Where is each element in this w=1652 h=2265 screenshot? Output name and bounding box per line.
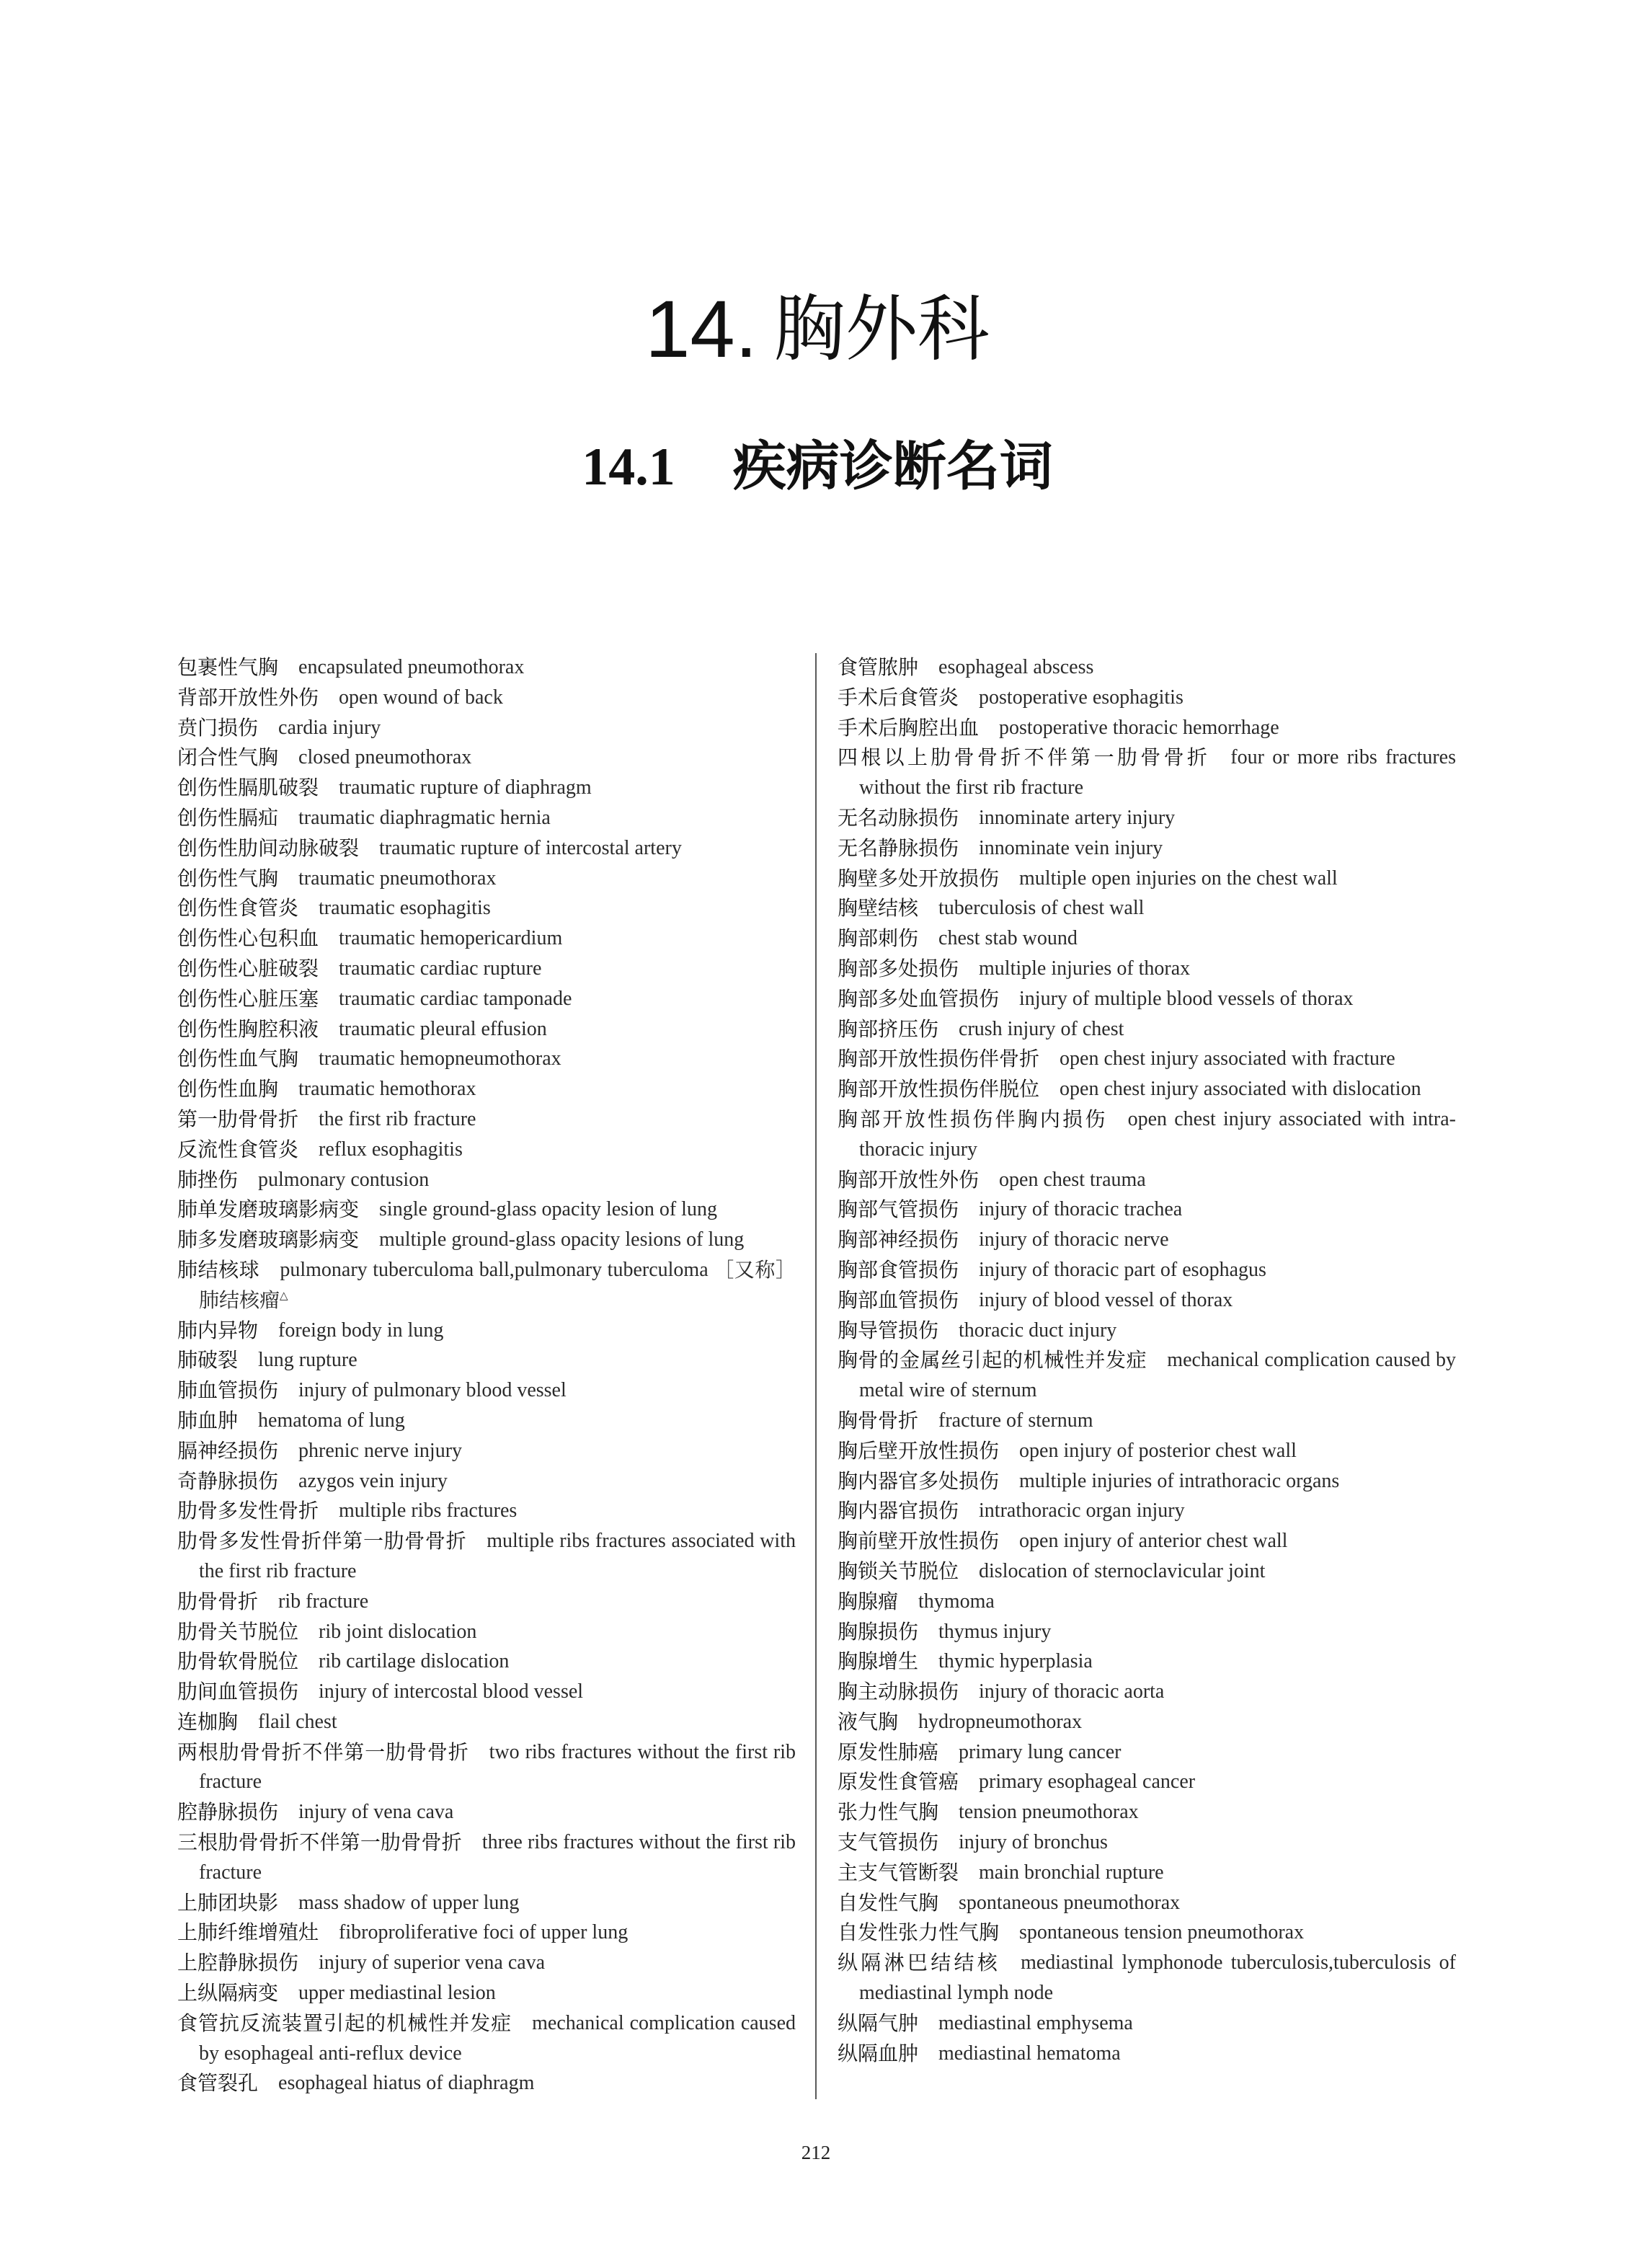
glossary-entry [838, 1466, 1456, 1497]
term-chinese: 创伤性心脏压塞 [177, 986, 319, 1011]
term-english: cardia injury [278, 716, 381, 739]
term-chinese: 创伤性食管炎 [177, 896, 299, 921]
term-chinese: 胸内器官多处损伤 [838, 1468, 1000, 1493]
page-number: 212 [801, 2142, 831, 2163]
term-chinese: 胸部血管损伤 [838, 1287, 959, 1312]
glossary-entry [838, 1556, 1456, 1587]
term-chinese: 两根肋骨骨折不伴第一肋骨骨折 [177, 1739, 469, 1764]
term-english: three ribs fractures without the first rib fracture [199, 1831, 796, 1884]
term-english: multiple ribs fractures associated with the first rib fracture [199, 1530, 796, 1582]
glossary-entry [177, 1888, 796, 1918]
term-english: spontaneous pneumothorax [959, 1891, 1181, 1914]
term-chinese: 液气胸 [838, 1709, 899, 1734]
section-heading [177, 435, 1457, 500]
term-chinese: 上纵隔病变 [177, 1981, 279, 2005]
term-english: traumatic esophagitis [319, 897, 491, 920]
term-chinese: 肺血肿 [177, 1408, 239, 1432]
term-chinese: 纵隔气肿 [838, 2011, 919, 2035]
term-english: multiple ground-glass opacity lesions of lung [379, 1228, 745, 1251]
glossary-entry [838, 1587, 1456, 1617]
term-english: open chest trauma [999, 1168, 1146, 1191]
glossary-entry [177, 1135, 796, 1165]
glossary-entry [177, 1436, 796, 1466]
glossary-entry [838, 1074, 1456, 1104]
term-chinese: 张力性气胸 [838, 1800, 939, 1825]
term-english: multiple injuries of thorax [979, 957, 1191, 980]
term-english: injury of bronchus [959, 1831, 1108, 1854]
term-english: traumatic rupture of intercostal artery [379, 836, 682, 859]
term-chinese: 胸部开放性外伤 [838, 1167, 980, 1192]
glossary-entry [838, 1436, 1456, 1466]
term-chinese: 上腔静脉损伤 [177, 1951, 299, 1975]
term-english: open injury of anterior chest wall [1019, 1530, 1288, 1553]
term-chinese: 主支气管断裂 [838, 1860, 959, 1884]
term-english: pulmonary contusion [258, 1168, 430, 1191]
glossary-entry [177, 1737, 796, 1798]
glossary-entry [838, 1316, 1456, 1346]
glossary-entry [838, 864, 1456, 894]
term-english: closed pneumothorax [298, 746, 472, 769]
term-chinese: 上肺纤维增殖灶 [177, 1920, 319, 1945]
term-english: reflux esophagitis [319, 1138, 463, 1161]
term-english: thymus injury [938, 1620, 1052, 1643]
term-chinese: 胸锁关节脱位 [838, 1559, 959, 1583]
term-english: injury of thoracic nerve [979, 1228, 1169, 1251]
glossary-entry [838, 1677, 1456, 1707]
glossary-entry [838, 2008, 1456, 2039]
term-english: mediastinal emphysema [938, 2011, 1133, 2034]
term-chinese: 食管脓肿 [838, 655, 919, 679]
term-english: rib fracture [278, 1590, 369, 1613]
glossary-entry [838, 893, 1456, 923]
glossary-entry [838, 1888, 1456, 1918]
glossary-entry [177, 1316, 796, 1346]
term-english: tension pneumothorax [959, 1801, 1139, 1824]
term-chinese: 食管抗反流装置引起的机械性并发症 [177, 2011, 512, 2035]
term-english: phrenic nerve injury [298, 1439, 463, 1462]
term-chinese: 肋间血管损伤 [177, 1680, 299, 1704]
glossary-entry [177, 1165, 796, 1195]
term-chinese: 胸腺增生 [838, 1649, 919, 1674]
term-chinese: 肋骨软骨脱位 [177, 1649, 299, 1674]
term-chinese: 胸后壁开放性损伤 [838, 1438, 1000, 1463]
term-english: mediastinal hematoma [938, 2042, 1121, 2065]
glossary-entry [838, 2039, 1456, 2069]
term-chinese: 肺单发磨玻璃影病变 [177, 1197, 360, 1222]
term-chinese: 肺破裂 [177, 1348, 239, 1373]
term-english: fibroproliferative foci of upper lung [339, 1921, 629, 1944]
term-english: lung rupture [258, 1349, 358, 1372]
term-chinese: 胸部刺伤 [838, 926, 919, 951]
term-chinese: 自发性张力性气胸 [838, 1920, 1000, 1945]
glossary-entry [838, 984, 1456, 1014]
glossary-entry [177, 1978, 796, 2008]
chapter-number: 14. [645, 284, 758, 374]
section-number: 14.1 [582, 438, 675, 497]
term-chinese: 创伤性膈疝 [177, 805, 279, 830]
glossary-entry [177, 1044, 796, 1074]
term-english: crush injury of chest [959, 1017, 1124, 1040]
term-chinese: 四根以上肋骨骨折不伴第一肋骨骨折 [838, 745, 1211, 770]
term-english: traumatic hemothorax [298, 1078, 476, 1101]
term-chinese: 肺内异物 [177, 1318, 259, 1342]
glossary-entry [177, 743, 796, 773]
glossary-entry [838, 923, 1456, 954]
glossary-entry [177, 864, 796, 894]
term-english: injury of thoracic part of esophagus [979, 1258, 1266, 1281]
glossary-entry [838, 1948, 1456, 2008]
term-english: chest stab wound [938, 927, 1078, 950]
term-chinese: 肺结核球 [177, 1257, 260, 1282]
term-chinese: 创伤性心包积血 [177, 926, 319, 951]
term-chinese: 胸壁结核 [838, 896, 919, 921]
term-english: dislocation of sternoclavicular joint [979, 1559, 1266, 1582]
term-english: the first rib fracture [319, 1107, 476, 1130]
term-english: upper mediastinal lesion [298, 1982, 496, 2005]
term-chinese: 胸腺损伤 [838, 1619, 919, 1644]
term-english: mechanical complication caused by esophageal anti-reflux device [199, 2011, 796, 2065]
term-chinese: 胸部开放性损伤伴骨折 [838, 1047, 1040, 1071]
glossary-entry [177, 1014, 796, 1045]
term-english: traumatic hemopneumothorax [319, 1047, 561, 1071]
glossary-entry [838, 1646, 1456, 1677]
glossary-entry [838, 1285, 1456, 1316]
term-chinese: 奇静脉损伤 [177, 1468, 279, 1493]
glossary-entry [177, 1677, 796, 1707]
glossary-entry [177, 652, 796, 683]
term-english: traumatic cardiac rupture [339, 957, 542, 980]
term-english: open chest injury associated with fracture [1060, 1047, 1395, 1071]
term-english: foreign body in lung [278, 1318, 444, 1342]
term-chinese: 胸部多处血管损伤 [838, 986, 1000, 1011]
term-english: open injury of posterior chest wall [1019, 1439, 1297, 1462]
glossary-entry [177, 2008, 796, 2069]
term-english: thymoma [918, 1590, 995, 1613]
glossary-entry [177, 773, 796, 803]
term-chinese: 创伤性膈肌破裂 [177, 776, 319, 800]
term-english: traumatic diaphragmatic hernia [298, 806, 551, 829]
term-chinese: 背部开放性外伤 [177, 685, 319, 709]
term-chinese: 创伤性血气胸 [177, 1047, 299, 1071]
glossary-entry [177, 683, 796, 713]
glossary-entry [838, 803, 1456, 833]
glossary-entry [177, 984, 796, 1014]
term-english: rib joint dislocation [319, 1620, 477, 1643]
glossary-entry [177, 833, 796, 864]
term-english: tuberculosis of chest wall [938, 897, 1145, 920]
glossary-entry [177, 1255, 796, 1316]
term-english: encapsulated pneumothorax [298, 656, 525, 678]
term-english: traumatic pneumothorax [298, 866, 497, 890]
term-chinese: 肋骨骨折 [177, 1589, 259, 1613]
term-english: esophageal hiatus of diaphragm [278, 2072, 535, 2095]
term-chinese: 三根肋骨骨折不伴第一肋骨骨折 [177, 1830, 462, 1855]
term-chinese: 胸部神经损伤 [838, 1228, 959, 1252]
glossary-entry [838, 1345, 1456, 1406]
alias-mark: △ [280, 1288, 288, 1302]
term-english: open chest injury associated with dislocation [1060, 1078, 1421, 1101]
glossary-entry [838, 1014, 1456, 1045]
term-chinese: 创伤性血胸 [177, 1077, 279, 1102]
glossary-entry [838, 1044, 1456, 1074]
glossary-entry [177, 1646, 796, 1677]
term-chinese: 腔静脉损伤 [177, 1800, 279, 1825]
term-english: injury of multiple blood vessels of thorax [1019, 987, 1354, 1010]
term-english: injury of intercostal blood vessel [319, 1680, 584, 1703]
term-chinese: 支气管损伤 [838, 1830, 939, 1855]
glossary-entry [177, 1617, 796, 1647]
left-column [177, 652, 796, 2098]
term-chinese: 胸部开放性损伤伴脱位 [838, 1077, 1040, 1102]
term-english: traumatic hemopericardium [339, 927, 563, 950]
term-english: multiple ribs fractures [339, 1499, 518, 1522]
term-chinese: 胸前壁开放性损伤 [838, 1529, 1000, 1553]
term-english: thymic hyperplasia [938, 1650, 1093, 1673]
term-chinese: 食管裂孔 [177, 2071, 259, 2096]
term-chinese: 手术后食管炎 [838, 685, 959, 709]
term-english: traumatic rupture of diaphragm [339, 776, 592, 799]
term-english: injury of pulmonary blood vessel [298, 1379, 567, 1402]
glossary-entry [177, 1948, 796, 1978]
glossary-entry [838, 1707, 1456, 1737]
term-chinese: 自发性气胸 [838, 1890, 939, 1915]
right-column [838, 652, 1456, 2068]
term-english: innominate artery injury [979, 806, 1176, 829]
glossary-entry [177, 1466, 796, 1497]
term-chinese: 胸部食管损伤 [838, 1257, 959, 1282]
glossary-entry [838, 833, 1456, 864]
term-chinese: 反流性食管炎 [177, 1137, 299, 1161]
term-chinese: 连枷胸 [177, 1709, 239, 1734]
glossary-entry [838, 1406, 1456, 1436]
glossary-entry [838, 1165, 1456, 1195]
term-chinese: 原发性食管癌 [838, 1770, 959, 1794]
term-english: esophageal abscess [938, 656, 1094, 678]
term-chinese: 无名动脉损伤 [838, 805, 959, 830]
alias-label: ［又称］ [714, 1257, 796, 1282]
term-english: traumatic cardiac tamponade [339, 987, 572, 1010]
term-chinese: 包裹性气胸 [177, 655, 279, 679]
term-chinese: 胸部多处损伤 [838, 956, 959, 980]
term-english: mediastinal lymphonode tuberculosis,tuberculosis of mediastinal lymph node [859, 1951, 1456, 2005]
term-english: azygos vein injury [298, 1469, 448, 1492]
term-chinese: 胸主动脉损伤 [838, 1680, 959, 1704]
glossary-entry [838, 1858, 1456, 1888]
term-english: injury of superior vena cava [319, 1951, 546, 1974]
term-chinese: 膈神经损伤 [177, 1438, 279, 1463]
glossary-entry [177, 1918, 796, 1948]
term-english: traumatic pleural effusion [339, 1017, 547, 1040]
term-english: hematoma of lung [258, 1409, 405, 1432]
term-chinese: 肺血管损伤 [177, 1378, 279, 1403]
term-english: single ground-glass opacity lesion of lung [379, 1198, 717, 1221]
term-english: mechanical complication caused by metal wire of sternum [859, 1349, 1456, 1402]
glossary-entry [838, 1225, 1456, 1255]
term-chinese: 纵隔淋巴结结核 [838, 1951, 1001, 1975]
glossary-entry [838, 1194, 1456, 1225]
term-english: two ribs fractures without the first rib fracture [199, 1740, 796, 1794]
term-chinese: 无名静脉损伤 [838, 835, 959, 860]
term-chinese: 胸壁多处开放损伤 [838, 866, 1000, 890]
term-english: multiple injuries of intrathoracic organs [1019, 1469, 1340, 1492]
term-chinese: 胸腺瘤 [838, 1589, 899, 1613]
term-chinese: 肋骨多发性骨折伴第一肋骨骨折 [177, 1529, 467, 1553]
term-english: injury of vena cava [298, 1801, 454, 1824]
term-chinese: 创伤性胸腔积液 [177, 1016, 319, 1041]
glossary-entry [838, 1496, 1456, 1526]
term-english: intrathoracic organ injury [979, 1499, 1185, 1522]
glossary-entry [177, 803, 796, 833]
term-chinese: 创伤性心脏破裂 [177, 956, 319, 980]
term-chinese: 胸内器官损伤 [838, 1499, 959, 1523]
alias-term-chinese: 肺结核瘤 [199, 1287, 280, 1312]
term-english: multiple open injuries on the chest wall [1019, 866, 1338, 890]
glossary-entry [177, 1526, 796, 1587]
term-chinese: 胸部开放性损伤伴胸内损伤 [838, 1107, 1108, 1131]
glossary-entry [177, 954, 796, 984]
term-chinese: 胸部气管损伤 [838, 1197, 959, 1222]
glossary-entry [838, 1737, 1456, 1768]
term-chinese: 胸部挤压伤 [838, 1016, 939, 1041]
term-english: injury of blood vessel of thorax [979, 1288, 1233, 1311]
term-english: innominate vein injury [979, 836, 1163, 859]
term-chinese: 肺挫伤 [177, 1167, 239, 1192]
term-english: rib cartilage dislocation [319, 1650, 510, 1673]
glossary-entry [838, 652, 1456, 683]
glossary-entry [177, 1496, 796, 1526]
term-chinese: 创伤性肋间动脉破裂 [177, 835, 360, 860]
term-chinese: 上肺团块影 [177, 1890, 279, 1915]
glossary-entry [177, 2068, 796, 2098]
glossary-entry [838, 1617, 1456, 1647]
glossary-entry [177, 1375, 796, 1406]
term-english: mass shadow of upper lung [298, 1891, 520, 1914]
term-english: injury of thoracic trachea [979, 1198, 1183, 1221]
term-chinese: 肺多发磨玻璃影病变 [177, 1228, 360, 1252]
term-english: injury of thoracic aorta [979, 1680, 1165, 1703]
glossary-entry [177, 1074, 796, 1104]
glossary-entry [838, 954, 1456, 984]
term-english: open chest injury associated with intra-thoracic injury [859, 1107, 1456, 1161]
term-chinese: 胸导管损伤 [838, 1318, 939, 1342]
glossary-entry [177, 1827, 796, 1888]
glossary-entry [838, 1255, 1456, 1285]
glossary-entry [838, 1918, 1456, 1948]
term-english: thoracic duct injury [959, 1318, 1117, 1342]
glossary-entry [177, 1225, 796, 1255]
term-chinese: 贲门损伤 [177, 715, 259, 740]
term-chinese: 手术后胸腔出血 [838, 715, 980, 740]
term-english: primary esophageal cancer [979, 1770, 1196, 1794]
term-chinese: 创伤性气胸 [177, 866, 279, 890]
glossary-entry [838, 1526, 1456, 1556]
term-english: spontaneous tension pneumothorax [1019, 1921, 1305, 1944]
glossary-entry [177, 1194, 796, 1225]
glossary-entry [177, 1104, 796, 1135]
glossary-entry [177, 1797, 796, 1827]
term-english: hydropneumothorax [918, 1710, 1083, 1733]
glossary-entry [838, 1827, 1456, 1858]
term-english: flail chest [258, 1710, 337, 1733]
glossary-entry [177, 893, 796, 923]
term-chinese: 肋骨多发性骨折 [177, 1499, 319, 1523]
glossary-entry [838, 1104, 1456, 1165]
term-english: pulmonary tuberculoma ball,pulmonary tuberculoma [280, 1258, 709, 1281]
term-chinese: 第一肋骨骨折 [177, 1107, 299, 1131]
term-english: four or more ribs fractures without the first rib fracture [859, 746, 1456, 799]
term-chinese: 胸骨骨折 [838, 1408, 919, 1432]
glossary-entry [177, 923, 796, 954]
term-english: open wound of back [339, 686, 503, 709]
term-chinese: 肋骨关节脱位 [177, 1619, 299, 1644]
column-divider [815, 653, 817, 2099]
glossary-entry [177, 713, 796, 743]
term-chinese: 胸骨的金属丝引起的机械性并发症 [838, 1348, 1147, 1373]
glossary-entry [838, 1797, 1456, 1827]
section-title: 疾病诊断名词 [732, 438, 1053, 497]
term-english: fracture of sternum [938, 1409, 1093, 1432]
term-english: primary lung cancer [959, 1740, 1122, 1763]
chapter-title: 胸外科 [773, 287, 990, 371]
glossary-entry [838, 1767, 1456, 1797]
term-english: postoperative esophagitis [979, 686, 1184, 709]
glossary-entry [838, 743, 1456, 803]
term-english: main bronchial rupture [979, 1861, 1164, 1884]
glossary-entry [177, 1345, 796, 1375]
glossary-entry [177, 1707, 796, 1737]
term-english: postoperative thoracic hemorrhage [999, 716, 1279, 739]
glossary-entry [177, 1587, 796, 1617]
glossary-entry [838, 713, 1456, 743]
glossary-entry [838, 683, 1456, 713]
term-chinese: 纵隔血肿 [838, 2041, 919, 2065]
chapter-heading [177, 283, 1457, 376]
term-chinese: 原发性肺癌 [838, 1739, 939, 1764]
glossary-entry [177, 1406, 796, 1436]
term-chinese: 闭合性气胸 [177, 745, 279, 770]
